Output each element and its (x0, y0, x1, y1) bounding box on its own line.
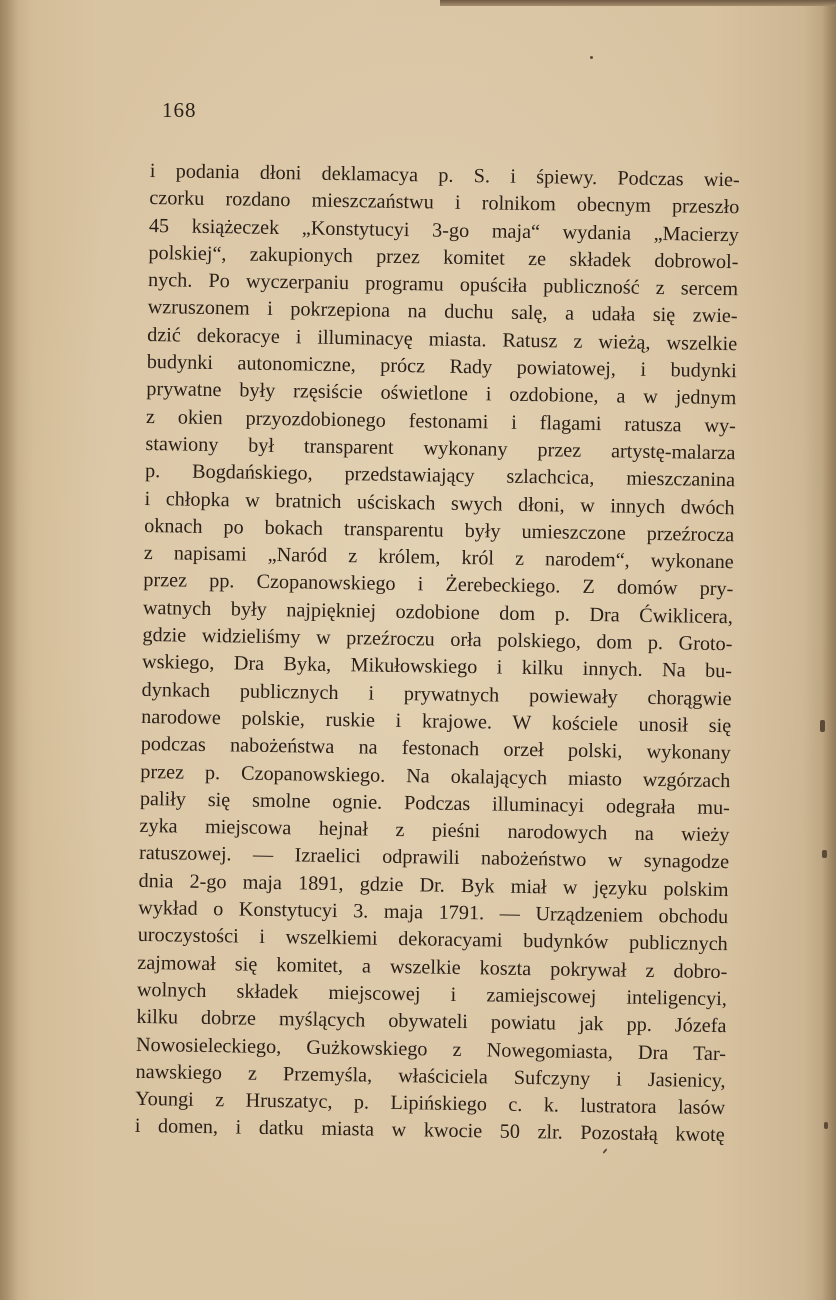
text-line: Youngi z Hruszatyc, p. Lipińskiego c. k. lustratora lasów (135, 1087, 726, 1120)
text-line: budynki autonomiczne, prócz Rady powiatowej, i budynki (146, 351, 737, 383)
paper-speck (602, 1148, 607, 1154)
text-line: dnia 2-go maja 1891, gdzie Dr. Byk miał w języku polskim (138, 869, 729, 901)
page-top-edge (440, 0, 836, 6)
text-line: polskiej“, zakupionych przez komitet ze składek dobrowol- (148, 241, 739, 274)
text-line: zyka miejscowa hejnał z pieśni narodowych na wieży (139, 815, 730, 847)
text-line: z okien przyozdobionego festonami i flagami ratusza wy- (145, 405, 737, 437)
paper-speck (822, 850, 827, 858)
text-line: kilku dobrze myślących obywateli powiatu jak pp. Józefa (136, 1006, 727, 1038)
text-line: stawiony był transparent wykonany przez artystę-malarza (145, 432, 736, 465)
text-line: wykład o Konstytucyi 3. maja 1791. — Urządzeniem obchodu (138, 896, 729, 929)
text-line: ratuszowej. — Izraelici odprawili nabożeństwo w synagodze (138, 842, 730, 874)
paper-speck (590, 56, 593, 59)
text-line: przez p. Czopanowskiego. Na okalających miasto wzgórzach (140, 760, 731, 792)
text-line: podczas nabożeństwa na festonach orzeł polski, wykonany (140, 733, 731, 765)
text-line: nawskiego z Przemyśla, właściciela Sufczyny i Jasienicy, (135, 1060, 726, 1092)
text-line: paliły się smolne ognie. Podczas illuminacyi odegrała mu- (139, 787, 731, 820)
text-line: p. Bogdańskiego, przedstawiający szlachcica, mieszczanina (144, 460, 736, 492)
text-line: dynkach publicznych i prywatnych powiewały chorągwie (141, 678, 732, 710)
paper-speck (824, 1122, 828, 1129)
text-line: z napisami „Naród z królem, król z narodem“, wykonane (143, 542, 734, 574)
text-line: oknach po bokach transparentu były umieszczone przeźrocza (144, 514, 735, 547)
text-line: wzruszonem i pokrzepiona na duchu salę, a udała się zwie- (147, 296, 738, 328)
text-line: i domen, i datku miasta w kwocie 50 zlr. Pozostałą kwotę (134, 1115, 725, 1147)
text-line: prywatne były rzęsiście oświetlone i ozdobione, a w jednym (146, 378, 737, 410)
page-binding-shadow (0, 0, 18, 1300)
page-number: 168 (162, 98, 197, 122)
page-right-edge (822, 0, 836, 1300)
text-line: 45 książeczek „Konstytucyi 3-go maja“ wydania „Macierzy (148, 214, 740, 246)
text-line: narodowe polskie, ruskie i krajowe. W kościele unosił się (141, 705, 732, 738)
text-line: i podania dłoni deklamacya p. S. i śpiewy. Podczas wie- (149, 159, 740, 192)
text-line: uroczystości i wszelkiemi dekoracyami budynków publicznych (137, 924, 728, 956)
text-line: wskiego, Dra Byka, Mikułowskiego i kilku innych. Na bu- (141, 651, 733, 683)
text-line: dzić dekoracye i illuminacyę miasta. Ratusz z wieżą, wszelkie (147, 323, 738, 356)
text-line: czorku rozdano mieszczaństwu i rolnikom obecnym przeszło (149, 187, 740, 219)
text-line: i chłopka w bratnich uściskach swych dłoni, w innych dwóch (144, 487, 735, 519)
text-line: gdzie widzieliśmy w przeźroczu orła polskiego, dom p. Groto- (142, 623, 733, 656)
body-text (135, 158, 740, 1150)
text-line: wolnych składek miejscowej i zamiejscowej inteligencyi, (136, 978, 728, 1011)
text-line: przez pp. Czopanowskiego i Żerebeckiego. Z domów pry- (143, 569, 734, 601)
text-line: watnych były najpiękniej ozdobione dom p. Dra Ćwiklicera, (142, 596, 734, 628)
text-line: nych. Po wyczerpaniu programu opuściła publiczność z sercem (147, 269, 739, 301)
paper-speck (820, 720, 825, 732)
text-line: zajmował się komitet, a wszelkie koszta pokrywał z dobro- (137, 951, 728, 983)
text-line: Nowosieleckiego, Gużkowskiego z Nowegomiasta, Dra Tar- (135, 1033, 727, 1065)
